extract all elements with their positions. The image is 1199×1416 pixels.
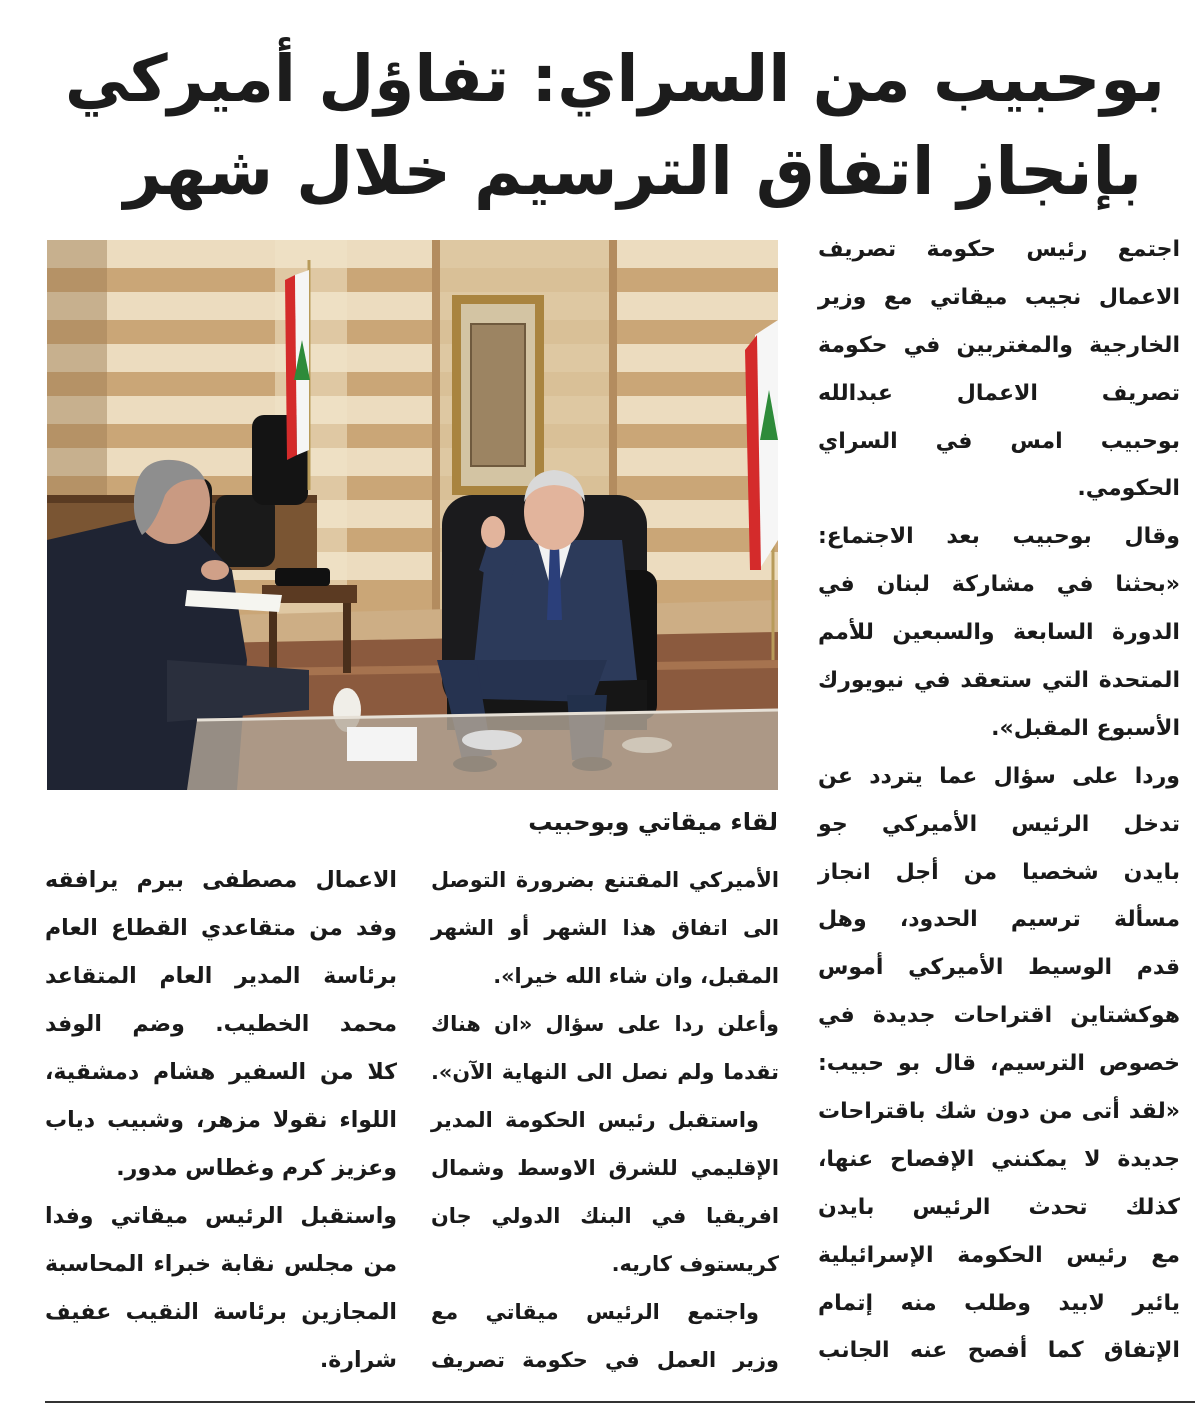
column-line: الإتفاق كما أفصح عنه الجانب bbox=[818, 1338, 1180, 1364]
column-line: الاعمال نجيب ميقاتي مع وزير bbox=[818, 284, 1180, 310]
tissue-box bbox=[347, 727, 417, 761]
picture-tapestry bbox=[471, 324, 525, 466]
column-line: قدم الوسيط الأميركي أموس bbox=[818, 955, 1180, 981]
column-line: كريستوف كاريه. bbox=[611, 1252, 779, 1276]
column-line: تدخل الرئيس الأميركي جو bbox=[818, 811, 1180, 837]
column-line: المجازين برئاسة النقيب عفيف bbox=[45, 1299, 397, 1325]
side-table-leg bbox=[269, 603, 277, 673]
column-line: الإقليمي للشرق الاوسط وشمال bbox=[431, 1156, 779, 1180]
headline-line-2: بإنجاز اتفاق الترسيم خلال شهر bbox=[123, 133, 1142, 210]
column-line: وقال بوحبيب بعد الاجتماع: bbox=[818, 524, 1180, 550]
bottom-rule bbox=[45, 1401, 1195, 1403]
column-line: افريقيا في البنك الدولي جان bbox=[431, 1204, 779, 1228]
column-line: شرارة. bbox=[319, 1347, 397, 1373]
column-line: محمد الخطيب. وضم الوفد bbox=[45, 1011, 397, 1037]
meeting-photo-illustration bbox=[47, 240, 778, 790]
column-line: برئاسة المدير العام المتقاعد bbox=[45, 963, 397, 989]
flag-left-red-stripe bbox=[285, 275, 297, 460]
column-line: وفد من متقاعدي القطاع العام bbox=[45, 915, 397, 941]
column-line: اللواء نقولا مزهر، وشبيب دياب bbox=[45, 1107, 397, 1133]
column-line: كذلك تحدث الرئيس بايدن bbox=[818, 1194, 1180, 1220]
headline-line-1: بوحبيب من السراي: تفاؤل أميركي bbox=[64, 42, 1165, 117]
glass-bowl bbox=[462, 730, 522, 750]
column-line: خصوص الترسيم، قال بو حبيب: bbox=[818, 1051, 1180, 1077]
man-right-hand bbox=[481, 516, 505, 548]
column-line: كلا من السفير هشام دمشقية، bbox=[45, 1059, 397, 1085]
office-chair-back bbox=[215, 495, 275, 567]
column-line: تقدما ولم نصل الى النهاية الآن». bbox=[431, 1060, 779, 1084]
column-line: بايدن شخصيا من أجل انجاز bbox=[818, 859, 1180, 885]
wall-stripe bbox=[47, 240, 778, 268]
column-line: مسألة ترسيم الحدود، وهل bbox=[818, 907, 1180, 933]
column-line: وأعلن ردا على سؤال «ان هناك bbox=[431, 1012, 779, 1036]
column-line: هوكشتاين اقتراحات جديدة في bbox=[818, 1003, 1180, 1029]
photo-caption: لقاء ميقاتي وبوحبيب bbox=[528, 808, 778, 836]
column-line: «لقد أتى من دون شك باقتراحات bbox=[818, 1099, 1180, 1125]
column-line: بوحبيب امس في السراي bbox=[818, 428, 1180, 454]
column-line: واستقبل رئيس الحكومة المدير bbox=[431, 1108, 759, 1132]
column-line: الى اتفاق هذا الشهر أو الشهر bbox=[431, 916, 779, 940]
column-line: مع رئيس الحكومة الإسرائيلية bbox=[818, 1242, 1180, 1268]
column-line: وزير العمل في حكومة تصريف bbox=[431, 1348, 779, 1372]
niche-edge bbox=[432, 240, 440, 660]
column-line: جديدة لا يمكنني الإفصاح عنها، bbox=[818, 1146, 1180, 1172]
column-line: اجتمع رئيس حكومة تصريف bbox=[818, 237, 1180, 262]
meeting-photo bbox=[47, 240, 778, 790]
column-line: من مجلس نقابة خبراء المحاسبة bbox=[45, 1251, 397, 1277]
glass-coffee-table bbox=[187, 710, 778, 790]
column-line: وعزيز كرم وغطاس مدور. bbox=[116, 1155, 397, 1181]
column-line: وردا على سؤال عما يتردد عن bbox=[818, 763, 1180, 789]
wall-stripe bbox=[47, 292, 778, 320]
side-table-leg bbox=[343, 603, 351, 673]
column-line: الأسبوع المقبل». bbox=[991, 715, 1180, 741]
man-left-hand bbox=[201, 560, 229, 580]
column-line: الخارجية والمغتربين في حكومة bbox=[818, 332, 1180, 358]
wall-stripe bbox=[47, 396, 778, 424]
column-line: المتحدة التي ستعقد في نيويورك bbox=[818, 668, 1180, 694]
article-column-left bbox=[45, 856, 397, 1384]
column-line: الأميركي المقتنع بضرورة التوصل bbox=[431, 868, 779, 892]
column-line: الدورة السابعة والسبعين للأمم bbox=[818, 620, 1180, 646]
column-line: واجتمع الرئيس ميقاتي مع bbox=[431, 1300, 759, 1324]
column-line: يائير لابيد وطلب منه إتمام bbox=[818, 1290, 1180, 1316]
article-column-middle bbox=[431, 856, 779, 1384]
column-line: الحكومي. bbox=[1077, 476, 1180, 502]
column-line: المقبل، وان شاء الله خيرا». bbox=[493, 964, 779, 988]
telephone bbox=[275, 568, 330, 586]
column-line: «بحثنا في مشاركة لبنان في bbox=[818, 572, 1180, 598]
article-column-right bbox=[818, 226, 1180, 1375]
column-line: واستقبل الرئيس ميقاتي وفدا bbox=[45, 1203, 397, 1229]
decorative-bowl bbox=[622, 737, 672, 753]
column-line: تصريف الاعمال عبدالله bbox=[818, 380, 1180, 406]
column-line: الاعمال مصطفى بيرم يرافقه bbox=[45, 867, 397, 893]
wall-stripe bbox=[47, 344, 778, 372]
